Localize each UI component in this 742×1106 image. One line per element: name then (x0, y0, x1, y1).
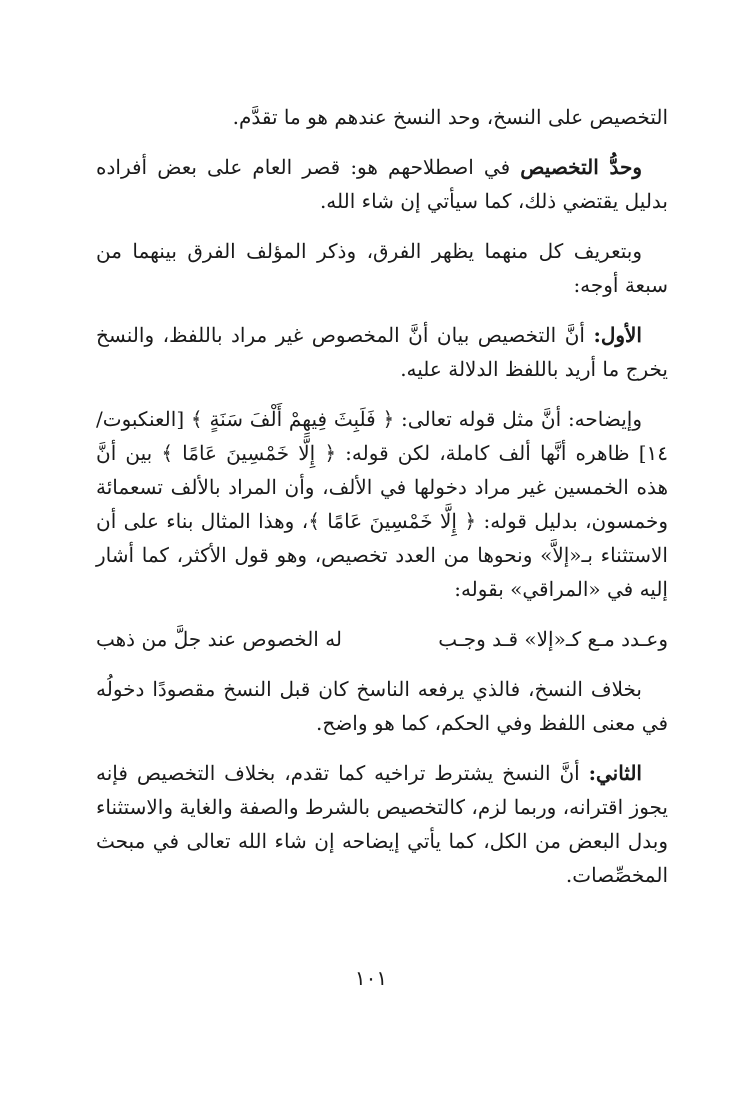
paragraph-4-text: أنَّ التخصيص بيان أنَّ المخصوص غير مراد باللفظ، والنسخ يخرج ما أريد باللفظ الدلالة عليه. (96, 323, 668, 381)
quran-quote-2: ﴿ إِلَّا خَمْسِينَ عَامًا ﴾ (161, 441, 337, 465)
verse-second-hemistich: له الخصوص عند جلَّ من ذهب (96, 627, 343, 651)
paragraph-3 (96, 234, 668, 302)
paragraph-5-text-a: وإيضاحه: أنَّ مثل قوله تعالى: (394, 407, 642, 431)
second-point-label: الثاني: (588, 761, 642, 785)
page-body (96, 100, 668, 908)
quran-quote-1: ﴿ فَلَبِثَ فِيهِمْ أَلْفَ سَنَةٍ ﴾ (190, 407, 395, 431)
paragraph-6 (96, 672, 668, 740)
page-number: ١٠١ (354, 966, 388, 990)
paragraph-3-text: وبتعريف كل منهما يظهر الفرق، وذكر المؤلف الفرق بينهما من سبعة أوجه: (96, 239, 668, 297)
paragraph-5 (96, 402, 668, 606)
paragraph-4 (96, 318, 668, 386)
paragraph-5-text-b: [العنكبوت/١٤] ظاهره أنَّها ألف كاملة، لكن قوله: (96, 407, 668, 465)
poetry-verse (96, 622, 668, 656)
verse-first-hemistich: وعـدد مـع كـ«إلا» قـد وجـب (438, 627, 668, 651)
quran-quote-3: ﴿ إِلَّا خَمْسِينَ عَامًا ﴾ (308, 509, 477, 533)
paragraph-7 (96, 756, 668, 892)
paragraph-2 (96, 150, 668, 218)
definition-term: وحدُّ التخصيص (520, 155, 642, 179)
paragraph-7-text: أنَّ النسخ يشترط تراخيه كما تقدم، بخلاف التخصيص فإنه يجوز اقترانه، وربما لزم، كالتخصيص بالشرط والصفة والغاية والاستثناء وبدل البعض من الكل، كما يأتي إيضاحه إن شاء الله تعالى في مبحث المخصِّصات. (96, 761, 668, 887)
paragraph-5-text-c: بين أنَّ هذه الخمسين غير مراد دخولها في الألف، وأن المراد بالألف تسعمائة وخمسون، بدليل قوله: (96, 441, 668, 533)
paragraph-2-text: في اصطلاحهم هو: قصر العام على بعض أفراده بدليل يقتضي ذلك، كما سيأتي إن شاء الله. (96, 155, 668, 213)
paragraph-1-text: التخصيص على النسخ، وحد النسخ عندهم هو ما تقدَّم. (232, 105, 668, 129)
paragraph-1 (96, 100, 668, 134)
paragraph-6-text: بخلاف النسخ، فالذي يرفعه الناسخ كان قبل النسخ مقصودًا دخولُه في معنى اللفظ وفي الحكم، كما هو واضح. (96, 677, 668, 735)
first-point-label: الأول: (593, 323, 642, 347)
paragraph-5-text-d: ، وهذا المثال بناء على أن الاستثناء بـ«إلاَّ» ونحوها من العدد تخصيص، وهو قول الأكثر، كما أشار إليه في «المراقي» بقوله: (96, 509, 668, 601)
